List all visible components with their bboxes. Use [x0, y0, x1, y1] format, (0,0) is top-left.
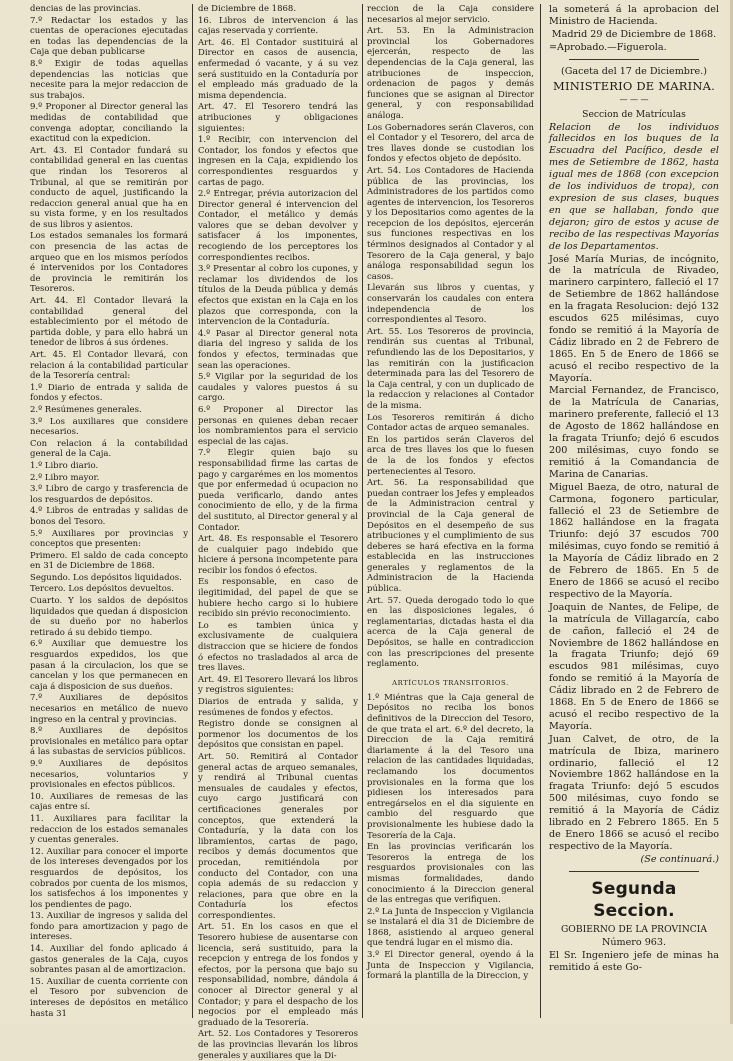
col2-paragraph: 1.º Recibir, con intervencion del Contador, los fondos y efectos que ingresen en la Caja, expidiendo los correspondientes resguardos y cartas de pago. — [198, 135, 358, 188]
col3-paragraph: Los Gobernadores serán Claveros, con el Contador y el Tesorero, del arca de tres llaves donde se custodian los fondos y efectos objeto de depósito. — [367, 122, 534, 165]
closing-text: El Sr. Ingeniero jefe de minas ha remitido á este Go- — [549, 949, 719, 973]
col1-paragraph: Con relacion á la contabilidad general de la Caja. — [30, 438, 188, 460]
transitory-articles-heading: ARTÍCULOS TRANSITORIOS. — [392, 678, 509, 687]
col3-paragraph: Llevarán sus libros y cuentas, y conservarán los caudales con entera independencia de los correspondientes al Tesoro. — [367, 283, 534, 326]
col2-paragraph: Art. 51. En los casos en que el Tesorero hubiese de ausentarse con licencia, será sustituido, para la recepcion y entrega de los fondos y efectos, por la persona que bajo su responsabilidad, nombre, dándola á conocer al Director general y al Contador; y para el despacho de los negocios por el empleado más graduado de la Tesorería. — [198, 922, 358, 1028]
approved-line: =Aprobado.—Figuerola. — [549, 41, 667, 53]
deceased-entry: Joaquin de Nantes, de Felipe, de la matrícula de Villagarcía, cabo de cañon, falleció el 24 de Noviembre de 1862 hallándose en la fragata Triunfo; dejó 69 escudos 981 milésimas, cuyo fondo se remitió á la Mayoría de Cádiz librado en 2 de Febrero de 1868. En 5 de Enero de 1866 se acusó el recibo respectivo de la Mayoría. — [549, 601, 719, 732]
col3-paragraph: reccion de la Caja considere necesarios al mejor servicio. — [367, 4, 534, 25]
col1-paragraph: Los estados semanales los formará con presencia de las actas de arqueo que en los mismos períodos é intervenidos por los Contadores de provincia le remitirán los Tesoreros. — [30, 231, 188, 295]
col1-paragraph: Art. 44. El Contador llevará la contabilidad general del establecimiento por el método de partida doble, y para ello habrá un tenedor de libros á sus órdenes. — [30, 296, 188, 349]
col2-paragraph: 7.º Elegir quien bajo su responsabilidad firme las cartas de pago y cargarémes en los momentos que por enfermedad ú ocupacion no pueda verificarlo, dando antes conocimiento de ello, y de la firma del sustituto, al Director general y al Contador. — [198, 448, 358, 533]
col3-paragraph: Los Tesoreros remitirán á dicho Contador actas de arqueo semanales. — [367, 412, 534, 434]
col2-paragraph: Art. 50. Remitirá al Contador general actas de arqueo semanales, y rendirá al Tribunal cuentas mensuales de caudales y efectos, cuyo cargo justificará con certificaciones generales por conceptos, que extenderá la Contaduría, y la data con los libramientos, cartas de pago, recibos y demás documentos que procedan, remitiéndola por conducto del Contador, con una copia además de su redaccion y relaciones, para que obre en la Contaduría los efectos correspondientes. — [198, 751, 358, 921]
separator-line — [569, 871, 699, 872]
col1-paragraph: Segundo. Los depósitos liquidados. — [30, 572, 182, 583]
col3-paragraph: Art. 56. La responsabilidad que puedan contraer los Jefes y empleados de la Administracion central y provincial de la Caja general de Depósitos en el desempeño de sus atribuciones y el cumplimiento de sus deberes se hará efectiva en la forma establecida en las instrucciones generales y reglamentos de la Administracion de la Hacienda pública. — [367, 478, 534, 595]
col1-paragraph: 9.º Proponer al Director general las medidas de contabilidad que convenga adoptar, conciliando la exactitud con la expedicion. — [30, 102, 188, 145]
deceased-entry: Miguel Baeza, de otro, natural de Carmona, fogonero particular, falleció el 23 de Setiembre de 1862 hallándose en la fragata Triunfo: dejó 37 escudos 700 milésimas, cuyo fondo se remitió á la Mayoría de Cádiz librado en 2 de Febrero de 1865. En 5 de Enero de 1866 se acusó el recibo respectivo de la Mayoría. — [549, 481, 719, 600]
column-rule — [362, 4, 363, 1018]
col3-paragraph: En los partidos serán Claveros del arca de tres llaves los que lo fuesen de la de los fondos y efectos pertenecientes al Tesoro. — [367, 434, 534, 477]
deceased-entry: José María Murias, de incógnito, de la matrícula de Rivadeo, marinero carpintero, falleció el 17 de Setiembre de 1862 hallándose en la fragata Resolucion: dejó 132 escudos 625 milésimas, cuyo fondo se remitió á la Mayoría de Cádiz librado en 2 de Febrero de 1865. En 5 de Enero de 1866 se acusó el recibo respectivo de la Mayoría. — [549, 253, 719, 384]
number-line: Número 963. — [601, 936, 667, 948]
date-line: Madrid 29 de Diciembre de 1868. — [551, 28, 717, 40]
col1-paragraph: 9.º Auxiliares de depósitos necesarios, voluntarios y provisionales en efectos públicos. — [30, 758, 188, 791]
column-rule — [540, 4, 541, 1018]
col1-paragraph: 10. Auxiliares de remesas de las cajas entre sí. — [30, 791, 188, 813]
col2-paragraph: 6.º Proponer al Director las personas en quienes deban recaer los nombramientos para el servicio especial de las cajas. — [198, 404, 358, 447]
column-4 — [549, 4, 719, 1018]
column-3 — [367, 4, 534, 1018]
col1-paragraph: dencias de las provincias. — [30, 4, 141, 14]
deceased-entry: Juan Calvet, de otro, de la matrícula de Ibiza, marinero ordinario, falleció el 12 Noviembre 1862 hallándose en la fragata Triunfo: dejó 5 escudos 500 milésimas, cuyo fondo se remitió á la Mayoría de Cádiz librado en 2 Febrero 1865. En 5 de Enero 1866 se acusó el recibo respectivo de la Mayoría. — [549, 733, 719, 852]
col1-paragraph: 5.º Auxiliares por provincias y conceptos que presenten: — [30, 528, 188, 550]
col1-paragraph: 3.º Libro de cargo y trasferencia de los resguardos de depósitos. — [30, 484, 188, 505]
col1-paragraph: Tercero. Los depósitos devueltos. — [30, 584, 174, 595]
col2-paragraph: 3.º Presentar al cobro los cupones, y reclamar los dividendos de los títulos de la Deuda pública y demás efectos que existan en la Caja en los plazos que corresponda, con la intervencion de la Contaduría. — [198, 264, 358, 328]
col2-paragraph: 2.º Entregar, prévia autorizacion del Director general é intervencion del Contador, el metálico y demás valores que se deban devolver y satisfacer á los imponentes, recogiendo de los perceptores los correspondientes recibos. — [198, 189, 358, 263]
col1-paragraph: 8.º Exigir de todas aquellas dependencias las noticias que necesite para la mejor redaccion de sus trabajos. — [30, 58, 188, 101]
column-1 — [30, 4, 188, 1018]
col1-paragraph: Art. 45. El Contador llevará, con relacion á la contabilidad particular de la Tesorería central: — [30, 350, 188, 382]
section-heading: Seccion de Matrículas — [582, 108, 686, 120]
col3-paragraph: Art. 55. Los Tesoreros de provincia, rendirán sus cuentas al Tribunal, refundiendo las de los Depositarios, y las remitirán con la justificacion determinada para las del Tesorero de la Caja central, y con un duplicado de la redaccion y relaciones al Contador de la misma. — [367, 326, 534, 411]
col1-paragraph: Primero. El saldo de cada concepto en 31 de Diciembre de 1868. — [30, 550, 188, 572]
col3-paragraph: 1.º Miéntras que la Caja general de Depósitos no reciba los bonos definitivos de la Direccion del Tesoro, de que trata el art. 6.º del decreto, la Direccion de la Caja remitirá diariamente á la del Tesoro una relacion de las cantidades liquidadas, reclamando los documentos provisionales en la forma que los pidiesen los interesados para entregárselos en el dia siguiente en cambio del resguardo que provisionalmente les hubiese dado la Tesorería de la Caja. — [367, 692, 534, 841]
ornament-dash: — — — — [619, 94, 649, 104]
col1-paragraph: 2.º Resúmenes generales. — [30, 404, 142, 415]
col1-paragraph: 4.º Libros de entradas y salidas de bonos del Tesoro. — [30, 506, 188, 527]
col1-paragraph: 1.º Libro diario. — [30, 460, 99, 471]
col1-paragraph: 15. Auxiliar de cuenta corriente con el Tesoro por subvencion de intereses de depósitos en metálico hasta 31 — [30, 976, 188, 1019]
ministry-heading: MINISTERIO DE MARINA. — [553, 78, 715, 93]
column-2 — [198, 4, 358, 1061]
col2-paragraph: Art. 46. El Contador sustituirá al Director en casos de ausencia, enfermedad ó vacante, y á su vez será sustituido en la Contaduría por el empleado más graduado de la misma dependencia. — [198, 37, 358, 101]
col3-paragraph: En las provincias verificarán los Tesoreros la entrega de los resguardos provisionales con las mismas formalidades, dando conocimiento á la Direccion general de las entregas que verifiquen. — [367, 842, 534, 906]
col2-paragraph: 16. Libros de intervencion á las cajas reservada y corriente. — [198, 15, 358, 37]
col3-paragraph: Art. 54. Los Contadores de Hacienda pública de las provincias, los Administradores de los partidos como agentes de intervencion, los Tesoreros y los Depositarios como agentes de la recepcion de los depósitos, ejercerán sus funciones respectivas en los términos designados al Contador y al Tesorero de la Caja general, y bajo análoga responsabilidad segun los casos. — [367, 165, 534, 282]
separator-line — [569, 59, 699, 60]
col1-paragraph: Cuarto. Y los saldos de depósitos liquidados que quedan á disposicion de su dueño por no haberlos retirado á su debido tiempo. — [30, 596, 188, 638]
col2-paragraph: de Diciembre de 1868. — [198, 4, 297, 14]
col2-paragraph: Art. 52. Los Contadores y Tesoreros de las provincias llevarán los libros generales y auxiliares que la Di- — [198, 1029, 358, 1061]
col2-paragraph: Lo es tambien única y exclusivamente de cualquiera distraccion que se hiciere de fondos ó efectos no trasladados al arca de tres llaves. — [198, 620, 358, 674]
col1-paragraph: 12. Auxiliar para conocer el importe de los intereses devengados por los resguardos de depósitos, los cobrados por cuenta de los mismos, los satisfechos á los imponentes y los pendientes de pago. — [30, 846, 188, 910]
column-rule — [192, 4, 193, 1018]
second-section-heading: Segunda Seccion. — [591, 878, 677, 921]
col1-paragraph: 3.º Los auxiliares que considere necesarios. — [30, 416, 188, 438]
col1-paragraph: 6.º Auxiliar que demuestre los resguardos expedidos, los que pasan á la circulacion, los que se cancelan y los que permanecen en caja á disposicion de sus dueños. — [30, 639, 188, 692]
col1-paragraph: 13. Auxiliar de ingresos y salida del fondo para amortizacion y pago de intereses. — [30, 911, 188, 943]
col2-paragraph: Registro donde se consignen al pormenor los documentos de los depósitos que consistan en papel. — [198, 719, 358, 751]
col3-paragraph: 3.º El Director general, oyendo á la Junta de Inspeccion y Vigilancia, formará la plantilla de la Direccion, y — [367, 950, 534, 982]
deceased-entry: Marcial Fernandez, de Francisco, de la Matrícula de Canarias, marinero preferente, falleció el 13 de Agosto de 1862 hallándose en la fragata Triunfo; dejó 6 escudos 200 milésimas, cuyo fondo se remitió á la Comandancia de Marina de Canarias. — [549, 385, 719, 480]
col2-paragraph: 4.º Pasar al Director general nota diaria del ingreso y salida de los fondos y efectos, terminadas que sean las operaciones. — [198, 328, 358, 371]
col2-paragraph: Es responsable, en caso de ilegitimidad, del papel de que se hubiere hecho cargo si lo hubiere recibido sin prévio reconocimiento. — [198, 577, 358, 620]
col2-paragraph: Art. 49. El Tesorero llevará los libros y registros siguientes: — [198, 674, 358, 696]
col1-paragraph: 8.º Auxiliares de depósitos provisionales en metálico para optar á las subastas de servicios públicos. — [30, 726, 188, 758]
col2-paragraph: Art. 47. El Tesorero tendrá las atribuciones y obligaciones siguientes: — [198, 102, 358, 134]
col3-paragraph: Art. 57. Queda derogado todo lo que en las disposiciones legales, ó reglamentarias, dictadas hasta el dia acerca de la Caja general de Depósitos, se halle en contradiccion con las prescripciones del presente reglamento. — [367, 595, 534, 670]
col1-paragraph: 7.º Auxiliares de depósitos necesarios en metálico de nuevo ingreso en la central y provincias. — [30, 693, 188, 725]
col1-paragraph: Art. 43. El Contador fundará su contabilidad general en las cuentas que rindan los Tesoreros al Tribunal, al que se remitirán por conducto de aquel, justificando la redaccion general anual que ha en su vista forme, y en los resultados de sus libros y asientos. — [30, 145, 188, 230]
col3-paragraph: Art. 53. En la Administracion provincial los Gobernadores ejercerán, respecto de las dependencias de la Caja general, las atribuciones de inspeccion, ordenacion de pagos y demás funciones que se asignan al Director general, y con responsabilidad análoga. — [367, 26, 534, 121]
col1-paragraph: 1.º Diario de entrada y salida de fondos y efectos. — [30, 382, 188, 404]
col1-paragraph: 14. Auxiliar del fondo aplicado á gastos generales de la Caja, cuyos sobrantes pasan al de amortizacion. — [30, 944, 188, 976]
entries-list — [549, 254, 719, 853]
col2-paragraph: Art. 48. Es responsable el Tesorero de cualquier pago indebido que hiciere á persona incompetente para recibir los fondos ó efectos. — [198, 534, 358, 576]
col2-paragraph: 5.º Vigilar por la seguridad de los caudales y valores puestos á su cargo. — [198, 372, 358, 404]
intro-text: la someterá á la aprobacion del Ministro de Hacienda. — [549, 4, 719, 27]
continued-note: (Se continuará.) — [640, 853, 719, 865]
government-heading: GOBIERNO DE LA PROVINCIA — [560, 923, 708, 935]
col2-paragraph: Diarios de entrada y salida, y resúmenes de fondos y efectos. — [198, 697, 358, 718]
col1-paragraph: 2.º Libro mayor. — [30, 472, 100, 483]
gazette-reference: (Gaceta del 17 de Diciembre.) — [560, 65, 708, 77]
col1-paragraph: 11. Auxiliares para facilitar la redaccion de los estados semanales y cuentas generales. — [30, 813, 188, 846]
relacion-heading: Relacion de los individuos fallecidos en los buques de la Escuadra del Pacífico, desde el mes de Setiembre de 1862, hasta igual mes de 1868 (con excepcion de los individuos de tropa), con expresion de sus clases, buques en que se hallaban, fondo que dejaron; giro de estos y acuse de recibo de las respectivas Mayorías de los Departamentos. — [549, 121, 719, 252]
col3-paragraph: 2.º La Junta de Inspeccion y Vigilancia se instalará el dia 31 de Diciembre de 1868, asistiendo al arqueo general que tendrá lugar en el mismo dia. — [367, 906, 534, 949]
col1-paragraph: 7.º Redactar los estados y las cuentas de operaciones ejecutadas en todas las dependencias de la Caja que deban publicarse — [30, 15, 188, 58]
